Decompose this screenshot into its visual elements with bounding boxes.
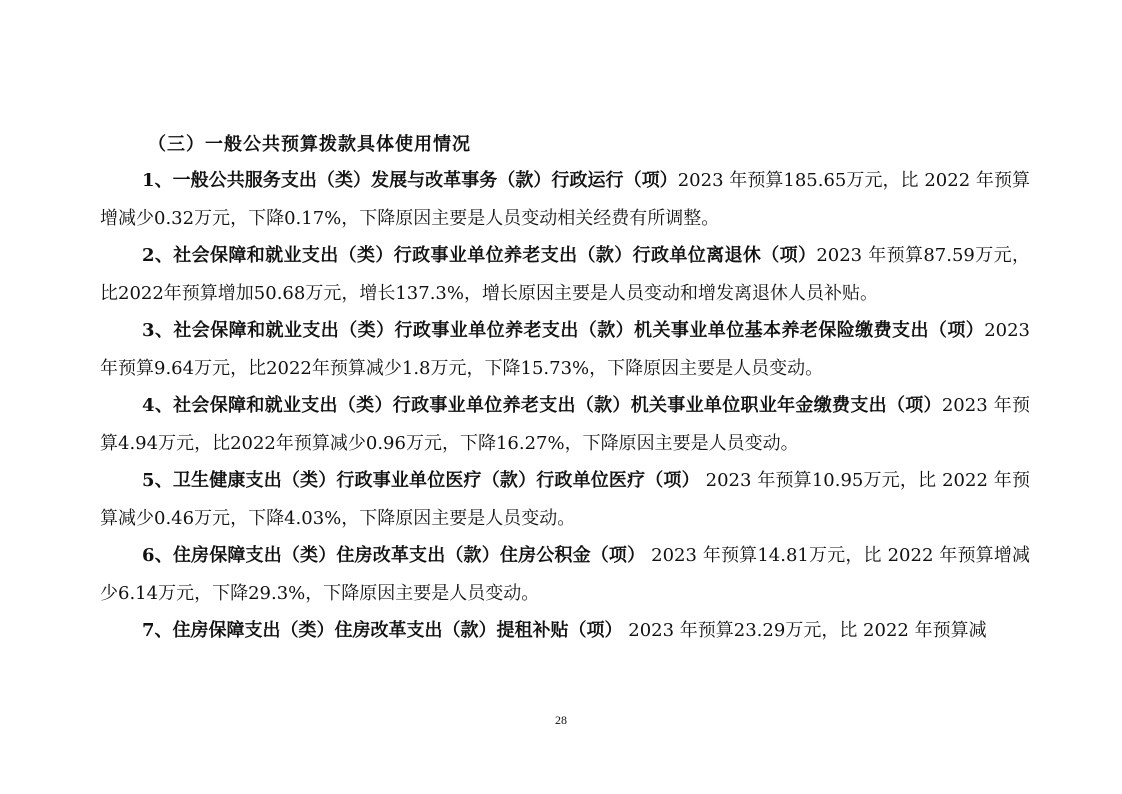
paragraph-7 — [100, 612, 1030, 650]
paragraph-1-body: 2023 年预算185.65万元，比 2022 年预算增减少0.32万元，下降0.17%，下降原因主要是人员变动相关经费有所调整。 — [100, 170, 1030, 229]
paragraph-7-body: 2023 年预算23.29万元，比 2022 年预算减 — [622, 620, 987, 641]
paragraph-4-body: 2023 年预算4.94万元，比2022年预算减少0.96万元，下降16.27%，下降原因主要是人员变动。 — [100, 395, 1030, 454]
paragraph-4-lead: 4、社会保障和就业支出（类）行政事业单位养老支出（款）机关事业单位职业年金缴费支出（项） — [142, 395, 942, 416]
paragraph-2-body: 2023 年预算87.59万元，比2022年预算增加50.68万元，增长137.3%，增长原因主要是人员变动和增发离退休人员补贴。 — [100, 245, 1030, 304]
paragraph-3-body: 2023 年预算9.64万元，比2022年预算减少1.8万元，下降15.73%，下降原因主要是人员变动。 — [100, 320, 1030, 379]
paragraph-6-lead: 6、住房保障支出（类）住房改革支出（款）住房公积金（项） — [142, 545, 646, 566]
page-number: 28 — [555, 713, 567, 727]
paragraph-1-lead: 1、一般公共服务支出（类）发展与改革事务（款）行政运行（项） — [142, 170, 678, 191]
paragraph-6 — [100, 537, 1030, 612]
paragraph-1 — [100, 162, 1030, 237]
paragraph-6-body: 2023 年预算14.81万元，比 2022 年预算增减少6.14万元，下降29.3%，下降原因主要是人员变动。 — [100, 545, 1030, 604]
paragraph-5-body: 2023 年预算10.95万元，比 2022 年预算减少0.46万元，下降4.03%，下降原因主要是人员变动。 — [100, 470, 1030, 529]
paragraph-2-lead: 2、社会保障和就业支出（类）行政事业单位养老支出（款）行政单位离退休（项） — [142, 245, 817, 266]
paragraph-3 — [100, 312, 1030, 387]
paragraph-5-lead: 5、卫生健康支出（类）行政事业单位医疗（款）行政单位医疗（项） — [142, 470, 700, 491]
paragraph-4 — [100, 387, 1030, 462]
paragraph-5 — [100, 462, 1030, 537]
section-heading: （三）一般公共预算拨款具体使用情况 — [148, 134, 471, 155]
paragraph-3-lead: 3、社会保障和就业支出（类）行政事业单位养老支出（款）机关事业单位基本养老保险缴费支出（项） — [142, 320, 985, 341]
paragraph-2 — [100, 237, 1030, 312]
paragraph-7-lead: 7、住房保障支出（类）住房改革支出（款）提租补贴（项） — [142, 620, 623, 641]
